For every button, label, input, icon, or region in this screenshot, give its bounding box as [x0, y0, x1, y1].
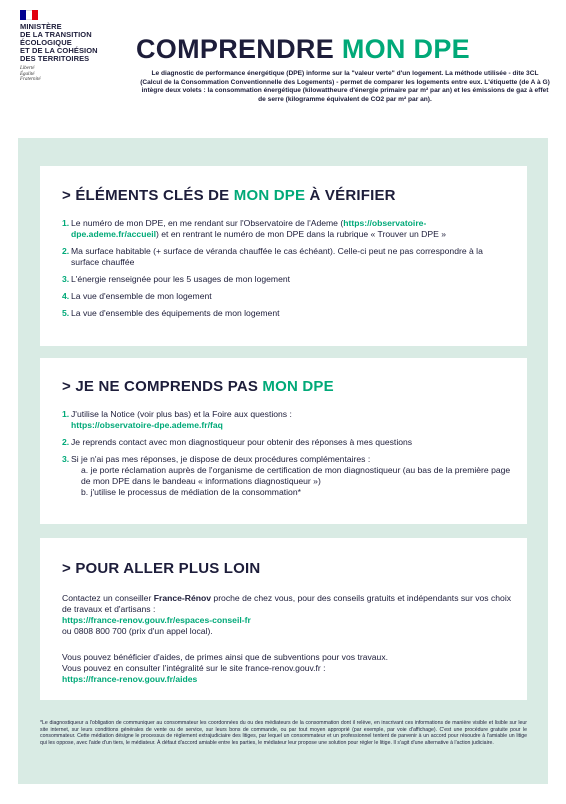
section-dont-understand — [40, 358, 527, 524]
ministry-logo — [20, 10, 130, 83]
item-text: ) et en rentrant le numéro de mon DPE dans la rubrique « Trouver un DPE » — [156, 229, 446, 239]
section-title-text: > JE NE COMPRENDS PAS — [62, 378, 263, 395]
section-title-text: > ÉLÉMENTS CLÉS DE — [62, 187, 234, 204]
section-title — [62, 187, 396, 204]
list-item — [62, 218, 513, 240]
item-text: L'énergie renseignée pour les 5 usages de mon logement — [71, 274, 291, 284]
france-renov-name: France-Rénov — [153, 593, 212, 603]
section-title — [62, 378, 334, 395]
item-number: 2. — [62, 246, 70, 256]
item-number: 2. — [62, 437, 70, 447]
ministry-name — [20, 23, 130, 63]
republic-motto — [20, 66, 130, 83]
item-text: Ma surface habitable (+ surface de véranda chauffée le cas échéant). Celle-ci peut ne pas correspondre à la surface chauffée — [71, 246, 483, 267]
header — [0, 0, 566, 138]
item-text: Le numéro de mon DPE, en me rendant sur l'Observatoire de l'Ademe ( — [71, 218, 344, 228]
section-title-highlight: MON DPE — [262, 378, 334, 395]
item-text: La vue d'ensemble de mon logement — [71, 291, 212, 301]
advisor-paragraph — [62, 593, 513, 637]
sub-item-b: b. j'utilise le processus de médiation de la consommation* — [81, 487, 301, 497]
item-text: J'utilise la Notice (voir plus bas) et la Foire aux questions : — [71, 409, 292, 419]
footnote: *Le diagnostiqueur a l'obligation de communiquer au consommateur les coordonnées du ou des médiateurs de la consommation dont il relève, en inscrivant ces informations de manière visible et lisible sur leur site internet, sur leurs conditions générales de vente ou de service, sur leurs bons de commande, ou par tout moyen approprié (par exemple, par voie d'affichage). C'est une procédure gratuite pour le consommateur. Cette médiation désigne le processus de règlement extrajudiciaire des litiges, par lequel un consommateur et un professionnel tentent de parvenir à un accord pour résoudre à l'amiable un litige qui les oppose, avec l'aide d'un tiers, le médiateur. À défaut d'accord amiable entre les parties, le médiateur leur propose une solution pour régler le litige. Il s'agit d'une alternative à l'action judiciaire. — [40, 720, 527, 746]
aids-text: Vous pouvez en consulter l'intégralité sur le site france-renov.gouv.fr : — [62, 663, 326, 673]
aids-paragraph — [62, 652, 513, 685]
motto-line: Liberté — [20, 66, 35, 71]
item-number: 1. — [62, 409, 70, 419]
ministry-line: MINISTÈRE — [20, 22, 62, 31]
list-item — [62, 409, 513, 431]
item-number: 1. — [62, 218, 70, 228]
sub-item-a: a. je porte réclamation auprès de l'organisme de certification de mon diagnostiqueur (au bas de la première page de mon DPE dans le bandeau « informations diagnostiqueur ») — [81, 465, 511, 486]
section-title-text: À VÉRIFIER — [305, 187, 396, 204]
list-item — [62, 246, 513, 268]
phone-text: ou 0808 800 700 (prix d'un appel local). — [62, 626, 213, 636]
motto-line: Fraternité — [20, 77, 41, 82]
list-item — [62, 454, 513, 498]
section-title-highlight: MON DPE — [233, 187, 306, 204]
list-item — [62, 308, 513, 319]
intro-text: Le diagnostic de performance énergétique (DPE) informe sur la "valeur verte" d'un logement. La méthode utilisée - dite 3CL (Calcul de la Consommation Conventionnelle des Logements) - permet de comparer les logements entre eux. L'étiquette (de A à G) intègre deux volets : la consommation énergétique (kilowattheure d'énergie primaire par m² par an) et les émissions de gaz à effet de serre (kilogramme équivalent de CO2 par m² par an). — [140, 70, 550, 103]
item-number: 3. — [62, 274, 70, 284]
item-text: Si je n'ai pas mes réponses, je dispose de deux procédures complémentaires : — [71, 454, 371, 464]
list-item — [62, 291, 513, 302]
french-flag-icon — [20, 10, 38, 20]
section-title: > POUR ALLER PLUS LOIN — [62, 560, 261, 577]
item-number: 4. — [62, 291, 70, 301]
motto-line: Égalité — [20, 71, 35, 77]
key-elements-list — [62, 218, 513, 325]
item-number: 3. — [62, 454, 70, 464]
ministry-line: ET DE LA COHÉSION — [20, 46, 98, 55]
list-item — [62, 437, 513, 448]
section-go-further — [40, 538, 527, 700]
title-text: COMPRENDRE — [136, 34, 342, 64]
text: Contactez un conseiller — [62, 593, 154, 603]
item-text: Je reprends contact avec mon diagnostiqueur pour obtenir des réponses à mes questions — [71, 437, 413, 447]
item-number: 5. — [62, 308, 70, 318]
advisor-text — [62, 593, 513, 615]
ministry-line: DE LA TRANSITION — [20, 30, 92, 39]
aids-text: Vous pouvez bénéficier d'aides, de primes ainsi que de subventions pour vos travaux. — [62, 652, 389, 662]
faq-link[interactable]: https://observatoire-dpe.ademe.fr/faq — [71, 420, 223, 430]
title-highlight: MON DPE — [341, 34, 470, 64]
ministry-line: ÉCOLOGIQUE — [20, 38, 72, 47]
section-key-elements — [40, 166, 527, 346]
espaces-conseil-link[interactable]: https://france-renov.gouv.fr/espaces-conseil-fr — [62, 615, 251, 625]
ministry-line: DES TERRITOIRES — [20, 54, 90, 63]
page-title — [136, 34, 556, 65]
item-text: La vue d'ensemble des équipements de mon logement — [71, 308, 280, 318]
aides-link[interactable]: https://france-renov.gouv.fr/aides — [62, 674, 198, 684]
text: proche de chez vous, pour des conseils gratuits et indépendants sur vos choix de travaux et d'artisans : — [62, 593, 512, 614]
list-item — [62, 274, 513, 285]
observatoire-link[interactable]: https://observatoire-dpe.ademe.fr/accueil — [71, 218, 427, 239]
flag-red — [32, 10, 38, 20]
help-steps-list — [62, 409, 513, 504]
